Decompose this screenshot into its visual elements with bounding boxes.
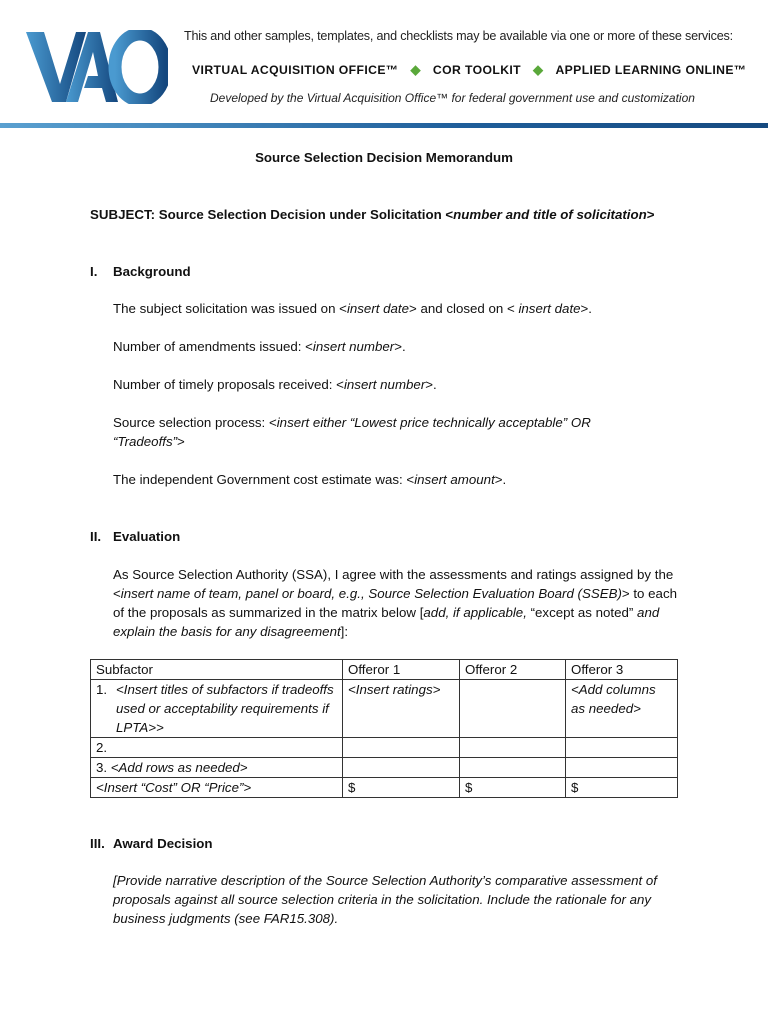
section-1-number: I. [90,264,98,279]
section-1-heading: Background [113,264,191,279]
section-3-number: III. [90,836,105,851]
subject-line [90,205,655,224]
offeror-2-cell [460,758,566,778]
subject-placeholder: number and title of solicitation [453,207,647,222]
diamond-icon: ◆ [533,62,544,77]
row-number: 3. [96,760,111,775]
header-cell: Offeror 3 [566,660,678,680]
offeror-2-cell: $ [460,778,566,798]
subfactor-cell: <Insert “Cost” OR “Price”> [96,780,252,795]
services-list [192,62,747,78]
offeror-1-cell: <Insert ratings> [343,680,460,738]
solicitation-dates: The subject solicitation was issued on <insert date> and closed on < insert date>. [113,301,593,316]
section-2-number: II. [90,529,102,544]
amendments: Number of amendments issued: <insert number>. [113,339,406,354]
developed-by: Developed by the Virtual Acquisition Office™ for federal government use and customization [210,91,695,105]
service-vao[interactable]: VIRTUAL ACQUISITION OFFICE™ [192,63,399,77]
service-cor-toolkit[interactable]: COR TOOLKIT [432,63,522,77]
header-cell: Offeror 2 [460,660,566,680]
subfactor-cell: <Add rows as needed> [110,760,248,775]
selection-process: Source selection process: <insert either “Lowest price technically acceptable” OR “Tradeoffs”> [113,415,591,449]
offeror-2-cell [460,738,566,758]
offeror-3-cell [566,738,678,758]
subject-label: SUBJECT: Source Selection Decision under Solicitation < [90,207,454,222]
offeror-3-cell: <Add columns as needed> [566,680,678,738]
header-divider [0,123,768,128]
header-tagline: This and other samples, templates, and checklists may be available via one or more of these services: [184,29,733,43]
evaluation-paragraph: As Source Selection Authority (SSA), I agree with the assessments and ratings assigned by the <insert name of team, panel or board, e.g., Source Selection Evaluation Board (SSEB)> to each of the proposals as summarized in the matrix below [add, if applicable, “except as noted” and explain the basis for any disagreement]: [113,567,677,639]
offeror-1-cell [343,758,460,778]
offeror-1-cell [343,738,460,758]
subject-end: > [646,207,655,222]
offeror-1-cell: $ [343,778,460,798]
service-applied-learning[interactable]: APPLIED LEARNING ONLINE™ [555,63,747,77]
table-row [91,758,678,778]
subfactor-cell: <Insert titles of subfactors if tradeoffs used or acceptability requirements if LPTA>> [116,682,334,735]
cost-estimate: The independent Government cost estimate was: <insert amount>. [113,472,507,487]
diamond-icon: ◆ [410,62,421,77]
row-number: 1. [96,682,108,697]
offeror-3-cell [566,758,678,778]
proposals-received: Number of timely proposals received: <insert number>. [113,377,437,392]
table-row [91,778,678,798]
offeror-3-cell: $ [566,778,678,798]
header-cell: Subfactor [91,660,343,680]
offeror-2-cell [460,680,566,738]
award-decision-paragraph: [Provide narrative description of the Source Selection Authority’s comparative assessment of proposals against all source selection criteria in the solicitation. Include the rationale for any business judgments (see FAR15.308). [113,873,657,926]
section-3-heading: Award Decision [113,836,213,851]
header-cell: Offeror 1 [343,660,460,680]
table-header-row [91,660,678,680]
table-row [91,738,678,758]
vao-logo [26,30,168,104]
table-row [91,680,678,738]
document-title: Source Selection Decision Memorandum [255,150,513,165]
evaluation-matrix [90,659,678,798]
row-number: 2. [96,740,108,755]
section-2-heading: Evaluation [113,529,181,544]
